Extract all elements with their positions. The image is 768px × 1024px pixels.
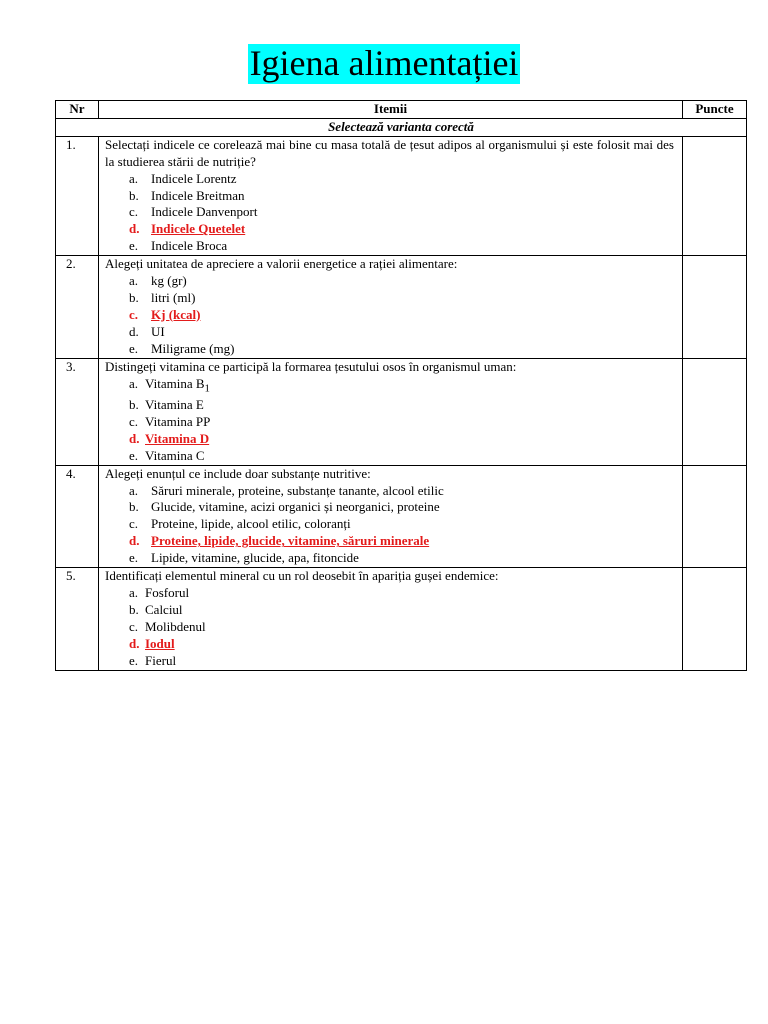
answer-option <box>105 448 674 465</box>
answer-option <box>105 238 674 255</box>
option-subscript: 1 <box>204 382 210 395</box>
option-text: Vitamina B <box>145 375 205 391</box>
option-letter: e. <box>129 238 139 254</box>
question-number: 4. <box>56 465 99 567</box>
header-points: Puncte <box>683 101 747 119</box>
option-text: Indicele Lorentz <box>151 170 237 186</box>
option-letter: c. <box>129 618 139 634</box>
answer-option-correct <box>105 221 674 238</box>
question-row <box>56 358 747 465</box>
answer-option <box>105 171 674 188</box>
option-letter: c. <box>129 516 139 532</box>
option-letter: b. <box>129 601 139 617</box>
answer-option <box>105 483 674 500</box>
option-text: Iodul <box>145 635 175 651</box>
question-row <box>56 256 747 358</box>
option-letter: b. <box>129 397 139 412</box>
option-text: litri (ml) <box>151 289 196 305</box>
question-text: Alegeți enunțul ce include doar substanțe nutritive: <box>105 465 371 481</box>
option-letter: d. <box>129 430 140 446</box>
points-cell <box>683 136 747 255</box>
option-text: Kj (kcal) <box>151 306 201 322</box>
question-number: 3. <box>56 358 99 465</box>
answer-option <box>105 414 674 431</box>
answer-option-correct <box>105 307 674 324</box>
header-items: Itemii <box>99 101 683 119</box>
option-text: Proteine, lipide, glucide, vitamine, săruri minerale <box>151 533 430 549</box>
option-text: Indicele Danvenport <box>151 204 258 220</box>
option-text: Vitamina D <box>145 430 210 446</box>
answer-option <box>105 324 674 341</box>
option-letter: b. <box>129 187 139 203</box>
answer-options <box>105 171 674 256</box>
option-text: Proteine, lipide, alcool etilic, coloranți <box>151 516 351 532</box>
option-text: Vitamina PP <box>145 413 211 429</box>
option-text: UI <box>151 323 165 339</box>
answer-option <box>105 499 674 516</box>
option-letter: b. <box>129 499 139 515</box>
option-letter: a. <box>129 482 139 498</box>
question-number: 5. <box>56 568 99 670</box>
question-text: Identificați elementul mineral cu un rol deosebit în apariția gușei endemice: <box>105 568 499 584</box>
answer-option <box>105 585 674 602</box>
option-letter: a. <box>129 584 139 600</box>
option-letter: e. <box>129 550 139 566</box>
header-nr: Nr <box>56 101 99 119</box>
question-row <box>56 568 747 670</box>
answer-option <box>105 602 674 619</box>
section-row <box>56 118 747 136</box>
points-cell <box>683 358 747 465</box>
question-cell <box>99 465 683 567</box>
option-letter: c. <box>129 306 139 322</box>
option-letter: a. <box>129 375 139 391</box>
option-text: Vitamina C <box>145 447 205 463</box>
answer-option-correct <box>105 533 674 550</box>
header-row <box>56 101 747 119</box>
option-text: Indicele Quetelet <box>151 221 246 237</box>
option-letter: d. <box>129 635 140 651</box>
option-text: Fosforul <box>145 584 190 600</box>
option-letter: b. <box>129 289 139 305</box>
question-text: Selectați indicele ce corelează mai bine cu masa totală de țesut adipos al organismului și este folosit mai des la studierea stării de nutriție? <box>105 136 674 169</box>
answer-option-correct <box>105 431 674 448</box>
option-letter: c. <box>129 204 139 220</box>
question-text: Alegeți unitatea de apreciere a valorii energetice a rației alimentare: <box>105 256 458 272</box>
section-label: Selectează varianta corectă <box>56 118 747 136</box>
points-cell <box>683 568 747 670</box>
points-cell <box>683 256 747 358</box>
question-text: Distingeți vitamina ce participă la formarea țesutului osos în organismul uman: <box>105 358 517 374</box>
question-cell <box>99 568 683 670</box>
answer-option <box>105 204 674 221</box>
points-cell <box>683 465 747 567</box>
answer-options <box>105 585 674 670</box>
answer-option <box>105 376 674 398</box>
quiz-table <box>55 100 747 671</box>
option-text: Săruri minerale, proteine, substanțe tanante, alcool etilic <box>151 482 444 498</box>
option-text: Glucide, vitamine, acizi organici și neorganici, proteine <box>151 499 440 515</box>
answer-options <box>105 483 674 568</box>
option-letter: d. <box>129 221 140 237</box>
option-letter: c. <box>129 413 139 429</box>
option-letter: e. <box>129 447 139 463</box>
answer-option <box>105 619 674 636</box>
answer-option <box>105 653 674 670</box>
answer-option <box>105 273 674 290</box>
answer-option-correct <box>105 636 674 653</box>
answer-options <box>105 273 674 358</box>
title-wrapper <box>0 44 768 84</box>
option-letter: e. <box>129 652 139 668</box>
answer-option <box>105 516 674 533</box>
answer-options <box>105 376 674 465</box>
option-text: Vitamina E <box>145 397 204 412</box>
option-text: Indicele Broca <box>151 238 228 254</box>
option-text: Indicele Breitman <box>151 187 245 203</box>
answer-option <box>105 341 674 358</box>
question-cell <box>99 256 683 358</box>
question-number: 1. <box>56 136 99 255</box>
option-letter: a. <box>129 170 139 186</box>
question-row <box>56 136 747 255</box>
option-text: Miligrame (mg) <box>151 340 235 356</box>
question-cell <box>99 136 683 255</box>
option-text: Molibdenul <box>145 618 206 634</box>
option-text: kg (gr) <box>151 273 187 289</box>
question-row <box>56 465 747 567</box>
question-cell <box>99 358 683 465</box>
answer-option <box>105 188 674 205</box>
answer-option <box>105 550 674 567</box>
option-text: Lipide, vitamine, glucide, apa, fitoncide <box>151 550 359 566</box>
option-text: Fierul <box>145 652 177 668</box>
option-letter: a. <box>129 273 139 289</box>
answer-option <box>105 397 674 414</box>
option-text: Calciul <box>145 601 183 617</box>
option-letter: d. <box>129 533 140 549</box>
answer-option <box>105 290 674 307</box>
document-title: Igiena alimentației <box>249 43 519 83</box>
question-number: 2. <box>56 256 99 358</box>
option-letter: d. <box>129 323 139 339</box>
option-letter: e. <box>129 340 139 356</box>
